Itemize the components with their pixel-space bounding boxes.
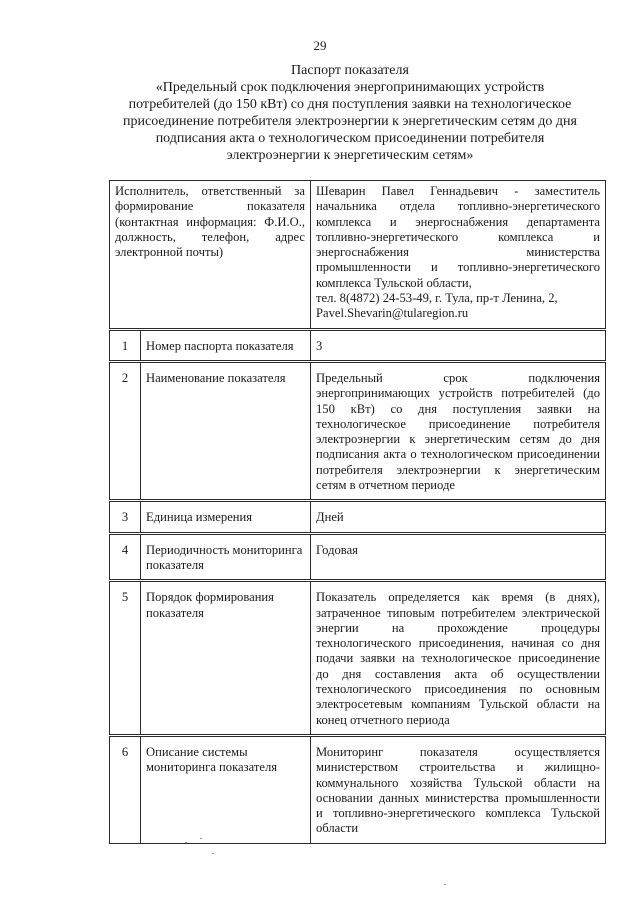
executor-value-line: комплекса Тульской области,	[316, 275, 472, 290]
scan-speck	[200, 838, 202, 839]
row-number: 4	[110, 533, 141, 581]
page-number: 29	[313, 38, 327, 53]
executor-value-line: энергоснабжения министерства	[316, 245, 600, 260]
executor-value-line: начальника отдела топливно-энергетического	[316, 199, 600, 214]
row-label: Единица измерения	[141, 501, 311, 533]
executor-value-line: топливно-энергетического комплекса и	[316, 229, 600, 244]
executor-value	[311, 181, 606, 330]
executor-value-line: комплекса и энергоснабжения департамента	[316, 214, 600, 229]
title-line: «Предельный срок подключения энергопринимающих устройств	[155, 80, 545, 95]
table-row	[110, 533, 606, 581]
document-title	[120, 62, 580, 164]
row-value: Мониторинг показателя осуществляется министерством строительства и жилищно-коммунального хозяйства Тульской области на основании данных министерства промышленности и топливно-энергетического комплекса Тульской области	[311, 735, 606, 843]
title-line: подписания акта о технологическом присоединении потребителя	[155, 131, 545, 146]
indicator-passport-table	[109, 180, 606, 844]
scan-speck	[444, 884, 446, 885]
executor-value-line: Шеварин Павел Геннадьевич - заместитель	[316, 184, 600, 198]
executor-value-line: Pavel.Shevarin@tularegion.ru	[316, 306, 469, 321]
title-line: потребителей (до 150 кВт) со дня поступления заявки на технологическое	[128, 97, 572, 112]
row-label: Номер паспорта показателя	[141, 329, 311, 361]
row-number: 6	[110, 735, 141, 843]
row-label: Периодичность мониторинга показателя	[141, 533, 311, 581]
table-row	[110, 581, 606, 736]
table-row	[110, 735, 606, 843]
title-line: электроэнергии к энергетическим сетям»	[226, 148, 474, 163]
row-value: Дней	[311, 501, 606, 533]
table-row	[110, 501, 606, 533]
executor-row	[110, 181, 606, 330]
row-number: 1	[110, 329, 141, 361]
title-line: Паспорт показателя	[291, 63, 409, 78]
row-label: Описание системы мониторинга показателя	[141, 735, 311, 843]
title-line: присоединение потребителя электроэнергии к энергетическим сетям до дня	[123, 114, 577, 129]
table-row	[110, 329, 606, 361]
row-number: 3	[110, 501, 141, 533]
scan-speck	[212, 853, 214, 854]
row-value: Показатель определяется как время (в днях), затраченное типовым потребителем электрической энергии на прохождение процедуры технологического присоединения, начиная со дня подачи заявки на технологическое присоединение до дня составления акта об осуществлении технологического присоединения по основным электросетевым компаниям Тульской области на конец отчетного периода	[311, 581, 606, 736]
executor-value-line: тел. 8(4872) 24-53-49, г. Тула, пр-т Ленина, 2,	[316, 291, 558, 306]
row-number: 5	[110, 581, 141, 736]
row-number: 2	[110, 361, 141, 500]
scan-speck	[185, 842, 187, 843]
executor-label: Исполнитель, ответственный за формирование показателя (контактная информация: Ф.И.О., должность, телефон, адрес электронной почты)	[110, 181, 311, 330]
table-row	[110, 361, 606, 500]
row-label: Наименование показателя	[141, 361, 311, 500]
row-value: Годовая	[311, 533, 606, 581]
row-value: Предельный срок подключения энергопринимающих устройств потребителей (до 150 кВт) со дня поступления заявки на технологическое присоединение потребителя электроэнергии к энергетическим сетям до дня подписания акта о технологическом присоединении потребителя электроэнергии к энергетическим сетям в отчетном периоде	[311, 361, 606, 500]
row-value: 3	[311, 329, 606, 361]
row-label: Порядок формирования показателя	[141, 581, 311, 736]
executor-value-line: промышленности и топливно-энергетического	[316, 260, 600, 275]
